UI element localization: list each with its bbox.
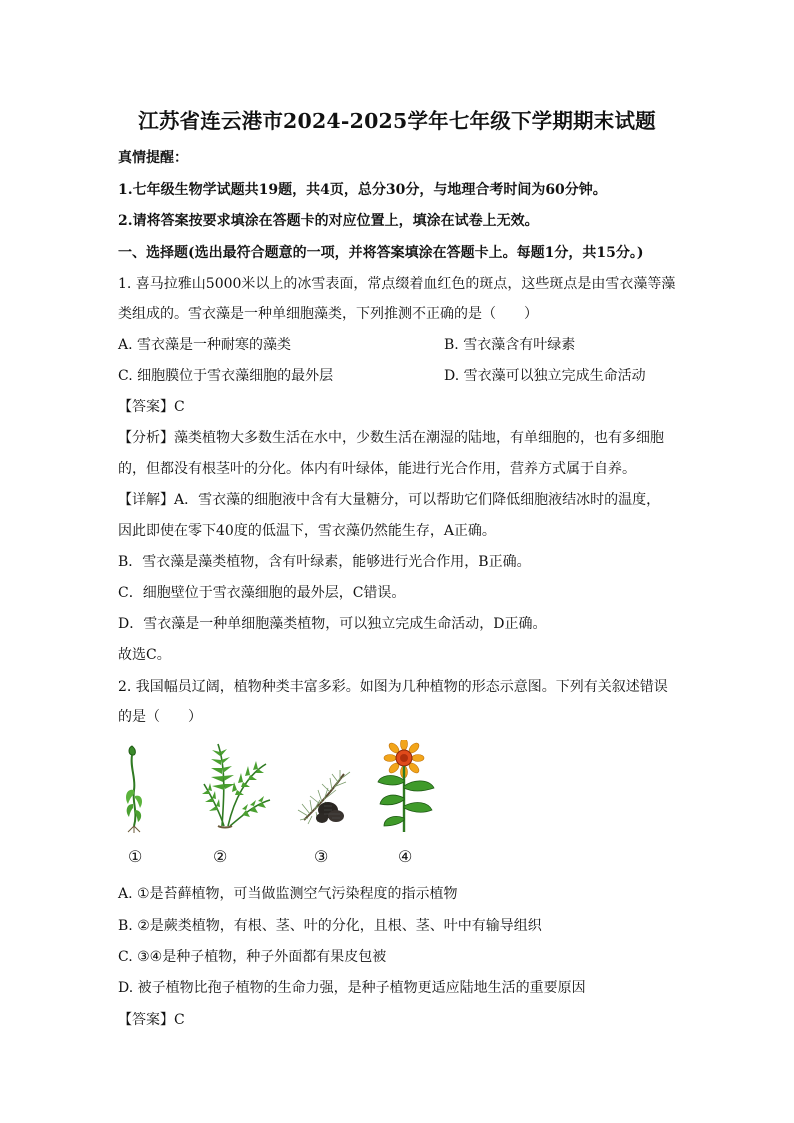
notice-item-2: 2.请将答案按要求填涂在答题卡的对应位置上，填涂在试卷上无效。 [118, 213, 539, 229]
q1-option-b: B. 雪衣藻含有叶绿素 [444, 337, 576, 353]
fern-icon [200, 738, 272, 830]
q2-option-c: C. ③④是种子植物，种子外面都有果皮包被 [118, 949, 387, 965]
q1-detail-line-1: 【详解】A．雪衣藻的细胞液中含有大量糖分，可以帮助它们降低细胞液结冰时的温度， [118, 492, 661, 508]
q2-answer: 【答案】C [118, 1012, 185, 1028]
figure-label-2: ② [213, 847, 228, 866]
figure-label-1: ① [128, 847, 143, 866]
q1-detail-line-3: B．雪衣藻是藻类植物，含有叶绿素，能够进行光合作用，B正确。 [118, 554, 531, 570]
q2-stem-line-2: 的是（ ） [118, 709, 202, 725]
notice-heading: 真情提醒： [118, 150, 188, 166]
q1-analysis-line-1: 【分析】藻类植物大多数生活在水中，少数生活在潮湿的陆地，有单细胞的，也有多细胞 [118, 430, 664, 446]
notice-item-1: 1.七年级生物学试题共19题，共4页，总分30分，与地理合考时间为60分钟。 [118, 182, 607, 198]
pine-branch-icon [294, 760, 354, 828]
q1-detail-line-5: D．雪衣藻是一种单细胞藻类植物，可以独立完成生命活动，D正确。 [118, 616, 547, 632]
q1-detail-line-4: C．细胞壁位于雪衣藻细胞的最外层，C错误。 [118, 585, 406, 601]
q2-option-a: A. ①是苔藓植物，可当做监测空气污染程度的指示植物 [118, 886, 458, 902]
q1-option-c: C. 细胞膜位于雪衣藻细胞的最外层 [118, 368, 334, 384]
q1-option-d: D. 雪衣藻可以独立完成生命活动 [444, 368, 646, 384]
figure-label-3: ③ [314, 847, 329, 866]
sunflower-icon [376, 740, 436, 834]
q1-detail-line-2: 因此即使在零下40度的低温下，雪衣藻仍然能生存，A正确。 [118, 523, 496, 539]
q1-answer: 【答案】C [118, 399, 185, 415]
figure-label-4: ④ [398, 847, 413, 866]
q1-option-a: A. 雪衣藻是一种耐寒的藻类 [118, 337, 292, 353]
q2-stem-line-1: 2. 我国幅员辽阔，植物种类丰富多彩。如图为几种植物的形态示意图。下列有关叙述错误 [118, 679, 668, 695]
moss-icon [116, 738, 152, 834]
q2-option-d: D. 被子植物比孢子植物的生命力强，是种子植物更适应陆地生活的重要原因 [118, 980, 586, 996]
q1-analysis-line-2: 的，但都没有根茎叶的分化。体内有叶绿体，能进行光合作用，营养方式属于自养。 [118, 461, 636, 477]
q2-option-b: B. ②是蕨类植物，有根、茎、叶的分化，且根、茎、叶中有输导组织 [118, 918, 542, 934]
q1-stem-line-2: 类组成的。雪衣藻是一种单细胞藻类，下列推测不正确的是（ ） [118, 306, 538, 322]
q1-detail-line-6: 故选C。 [118, 647, 171, 663]
page-title: 江苏省连云港市2024-2025学年七年级下学期期末试题 [138, 109, 656, 133]
section-heading: 一、选择题(选出最符合题意的一项，并将答案填涂在答题卡上。每题1分，共15分。) [118, 245, 644, 261]
q1-stem-line-1: 1. 喜马拉雅山5000米以上的冰雪表面，常点缀着血红色的斑点，这些斑点是由雪衣藻等藻 [118, 276, 676, 292]
